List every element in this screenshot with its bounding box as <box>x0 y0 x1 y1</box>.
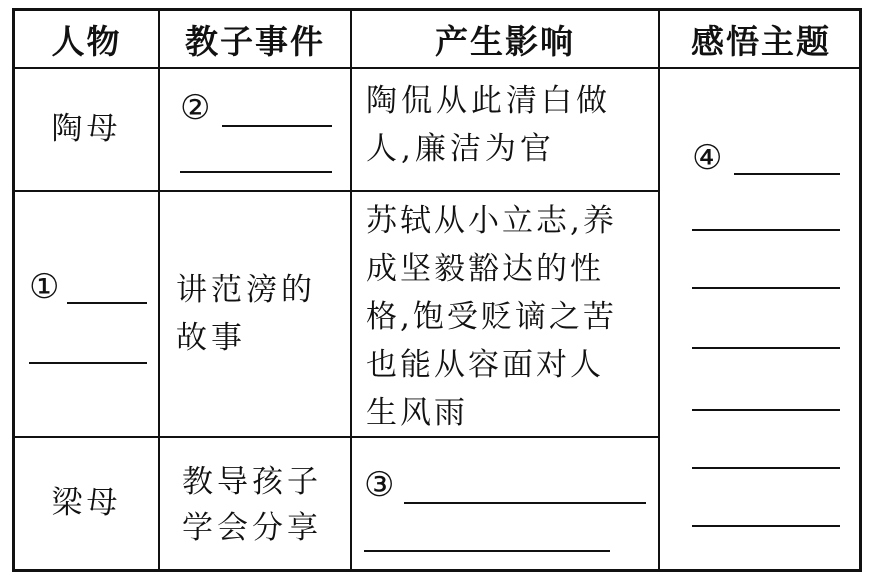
person-liang-mother: 梁母 <box>51 485 122 521</box>
event-line: 讲范滂的 <box>176 272 316 308</box>
answer-line <box>404 502 646 504</box>
answer-line <box>692 409 840 411</box>
impact-line: 格,饱受贬谪之苦 <box>366 299 617 335</box>
answer-line <box>692 229 840 231</box>
impact-tao-kan <box>352 77 658 173</box>
impact-line: 成坚毅豁达的性 <box>366 251 604 287</box>
event-line: 教导孩子 <box>182 464 322 500</box>
header-person: 人物 <box>51 21 122 61</box>
header-event: 教子事件 <box>185 21 325 61</box>
header-theme: 感悟主题 <box>691 21 831 61</box>
impact-line: 生风雨 <box>366 395 468 431</box>
answer-line <box>222 125 332 127</box>
event-teach-sharing <box>160 459 350 551</box>
header-impact: 产生影响 <box>435 21 575 61</box>
answer-line <box>692 347 840 349</box>
event-fan-pang-story <box>160 266 350 362</box>
person-blank-1 <box>15 192 158 436</box>
comparison-table <box>12 8 862 572</box>
impact-blank-3 <box>352 438 658 569</box>
blank-marker-4: ④ <box>692 138 723 178</box>
blank-marker-2: ② <box>180 88 211 128</box>
event-blank-2 <box>160 69 350 190</box>
impact-su-shi <box>352 197 658 437</box>
answer-line <box>734 173 840 175</box>
blank-marker-1: ① <box>29 267 60 307</box>
answer-line <box>29 362 147 364</box>
theme-blank-4 <box>660 69 862 569</box>
answer-line <box>180 171 332 173</box>
answer-line <box>67 302 147 304</box>
impact-line: 人,廉洁为官 <box>366 131 555 167</box>
person-tao-mother: 陶母 <box>51 111 122 147</box>
event-line: 故事 <box>176 320 246 356</box>
impact-line: 苏轼从小立志,养 <box>366 203 617 239</box>
answer-line <box>692 525 840 527</box>
impact-line: 陶侃从此清白做 <box>366 83 611 119</box>
event-line: 学会分享 <box>182 510 322 546</box>
answer-line <box>692 467 840 469</box>
impact-line: 也能从容面对人 <box>366 347 604 383</box>
blank-marker-3: ③ <box>364 465 395 505</box>
answer-line <box>692 287 840 289</box>
answer-line <box>364 550 610 552</box>
